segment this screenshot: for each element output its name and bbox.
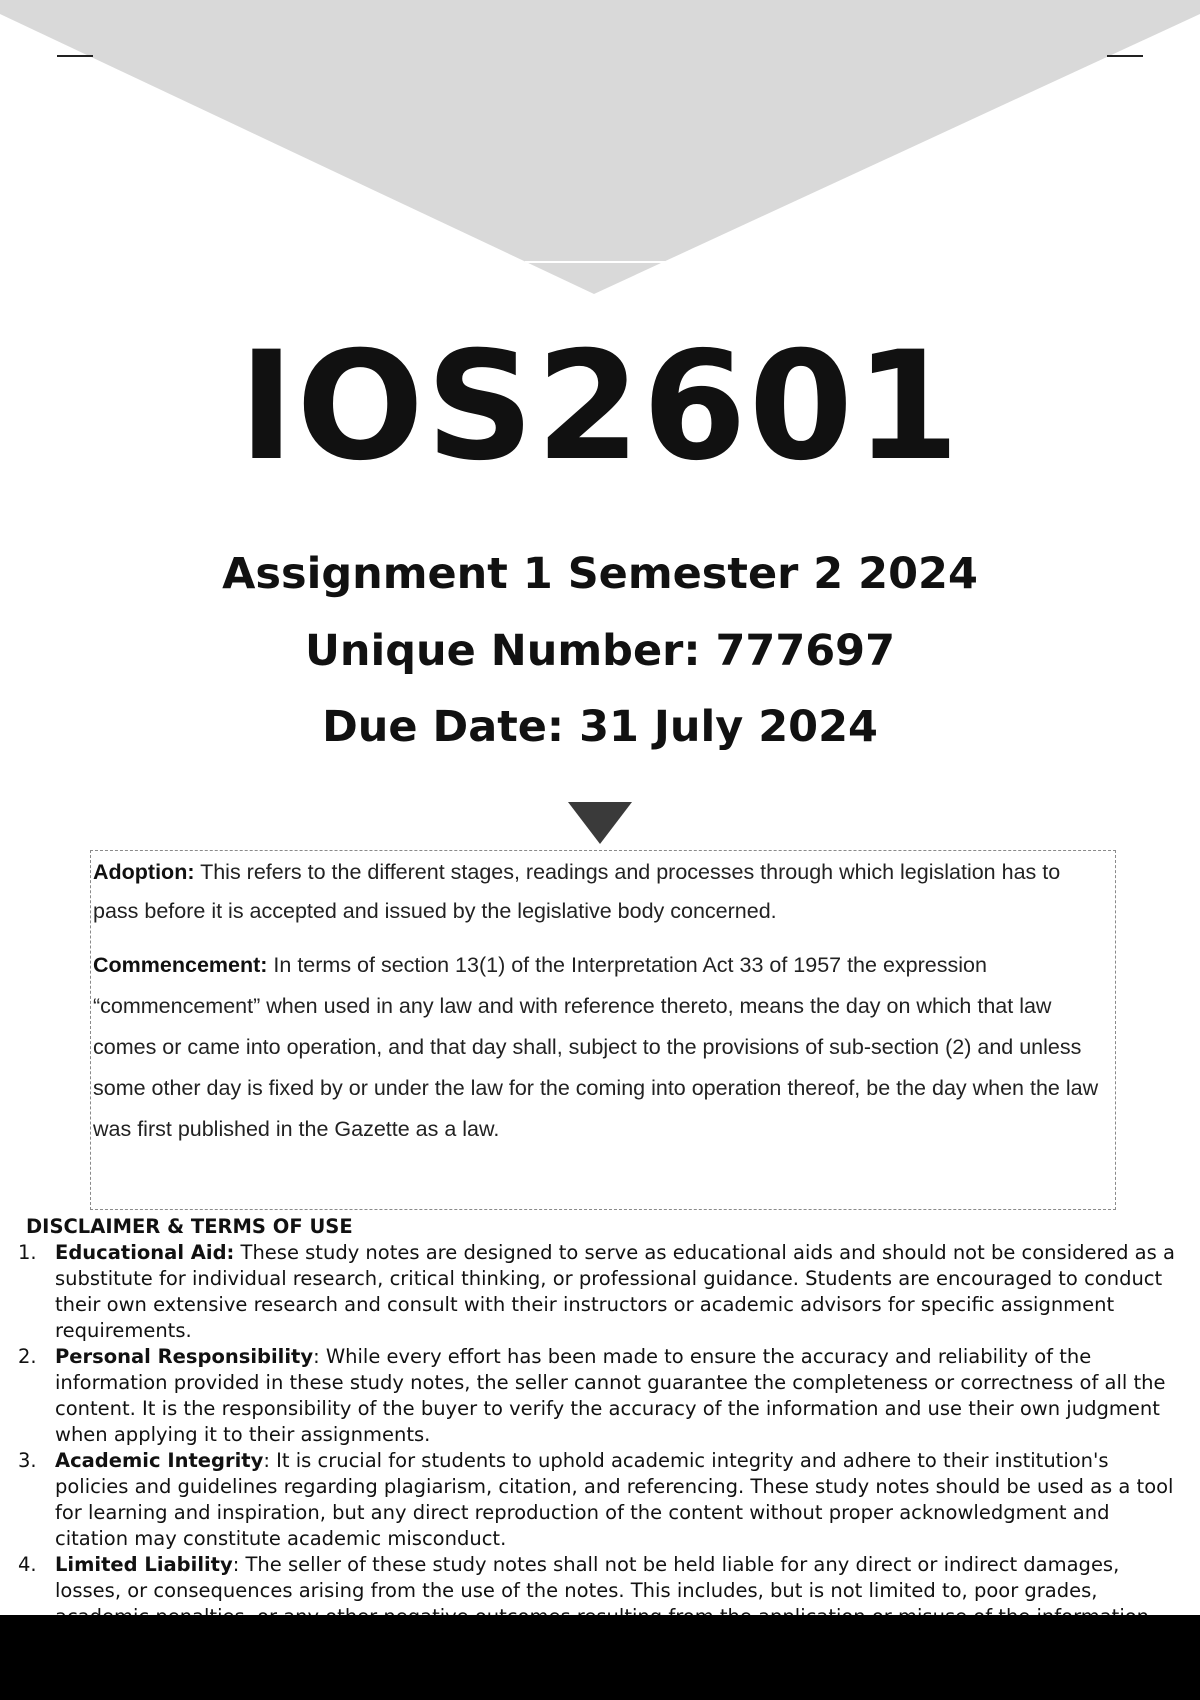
disclaimer-item-number: 2. <box>18 1345 37 1368</box>
disclaimer-item-text: These study notes are designed to serve as educational aids and should not be considered as a substitute for individual research, critical thinking, or professional guidance. Students are encouraged to conduct their own extensive research and consult with their instructors or academic advisors for specific assignment requirements. <box>55 1241 1175 1342</box>
corner-rule-right <box>1107 55 1143 57</box>
disclaimer-item-term: Limited Liability <box>55 1553 233 1576</box>
disclaimer-item-number: 3. <box>18 1449 37 1472</box>
disclaimer-item-term: Personal Responsibility <box>55 1345 314 1368</box>
banner-chevron-shape <box>0 0 1200 294</box>
definition-box <box>90 850 1116 1210</box>
due-date-line: Due Date: 31 July 2024 <box>322 702 878 752</box>
definition-text: This refers to the different stages, readings and processes through which legislation has to pass before it is accepted and issued by the legislative body concerned. <box>93 860 1061 923</box>
disclaimer-title: DISCLAIMER & TERMS OF USE <box>26 1215 353 1238</box>
disclaimer-item-number: 4. <box>18 1553 37 1576</box>
disclaimer-item-text: : The seller of these study notes shall not be held liable for any direct or indirect damages, losses, or consequences arising from the use of the notes. This includes, but is not limited to, poor grades, <box>55 1553 1120 1602</box>
disclaimer-item-term: Academic Integrity <box>55 1449 264 1472</box>
definition-text: In terms of section 13(1) of the Interpretation Act 33 of 1957 the expression “commencement” when used in any law and with reference thereto, means the day on which that law comes or came into operation, and that day shall, subject to the provisions of sub-section (2) and unless some other day is fixed by or under the law for the coming into operation thereof, be the day when the law was first published in the Gazette as a law. <box>93 953 1099 1141</box>
definition-term: Commencement: <box>93 953 268 977</box>
corner-rule-left <box>57 55 93 57</box>
assignment-line: Assignment 1 Semester 2 2024 <box>222 549 978 599</box>
definition-commencement <box>93 945 1103 1150</box>
disclaimer-item-text: : While every effort has been made to ensure the accuracy and reliability of the information provided in these study notes, the seller cannot guarantee the completeness or correctness of all the content. It is the responsibility of the buyer to verify the accuracy of the information and use their own judgment when applying it to their assignments. <box>55 1345 1166 1446</box>
disclaimer-item-personal-responsibility <box>18 1344 1186 1448</box>
disclaimer-item-educational-aid <box>18 1240 1186 1344</box>
disclaimer-item-term: Educational Aid: <box>55 1241 235 1264</box>
bottom-black-bar <box>0 1615 1200 1700</box>
down-triangle-icon <box>568 802 632 844</box>
definition-term: Adoption: <box>93 860 195 884</box>
disclaimer-item-academic-integrity <box>18 1448 1186 1552</box>
definition-adoption <box>93 853 1103 931</box>
top-chevron-banner <box>0 0 1200 300</box>
unique-number-line: Unique Number: 777697 <box>304 626 896 676</box>
disclaimer-item-number: 1. <box>18 1241 37 1264</box>
course-code-title: IOS2601 <box>238 320 962 494</box>
disclaimer-list <box>18 1240 1186 1630</box>
down-triangle-shape <box>568 802 632 844</box>
disclaimer-section <box>18 1214 1186 1630</box>
disclaimer-item-text: : It is crucial for students to uphold academic integrity and adhere to their institution's policies and guidelines regarding plagiarism, citation, and referencing. These study notes should be used as a tool for learning and inspiration, but any direct reproduction of the content without proper acknowledgment and citation may constitute academic misconduct. <box>55 1449 1174 1550</box>
